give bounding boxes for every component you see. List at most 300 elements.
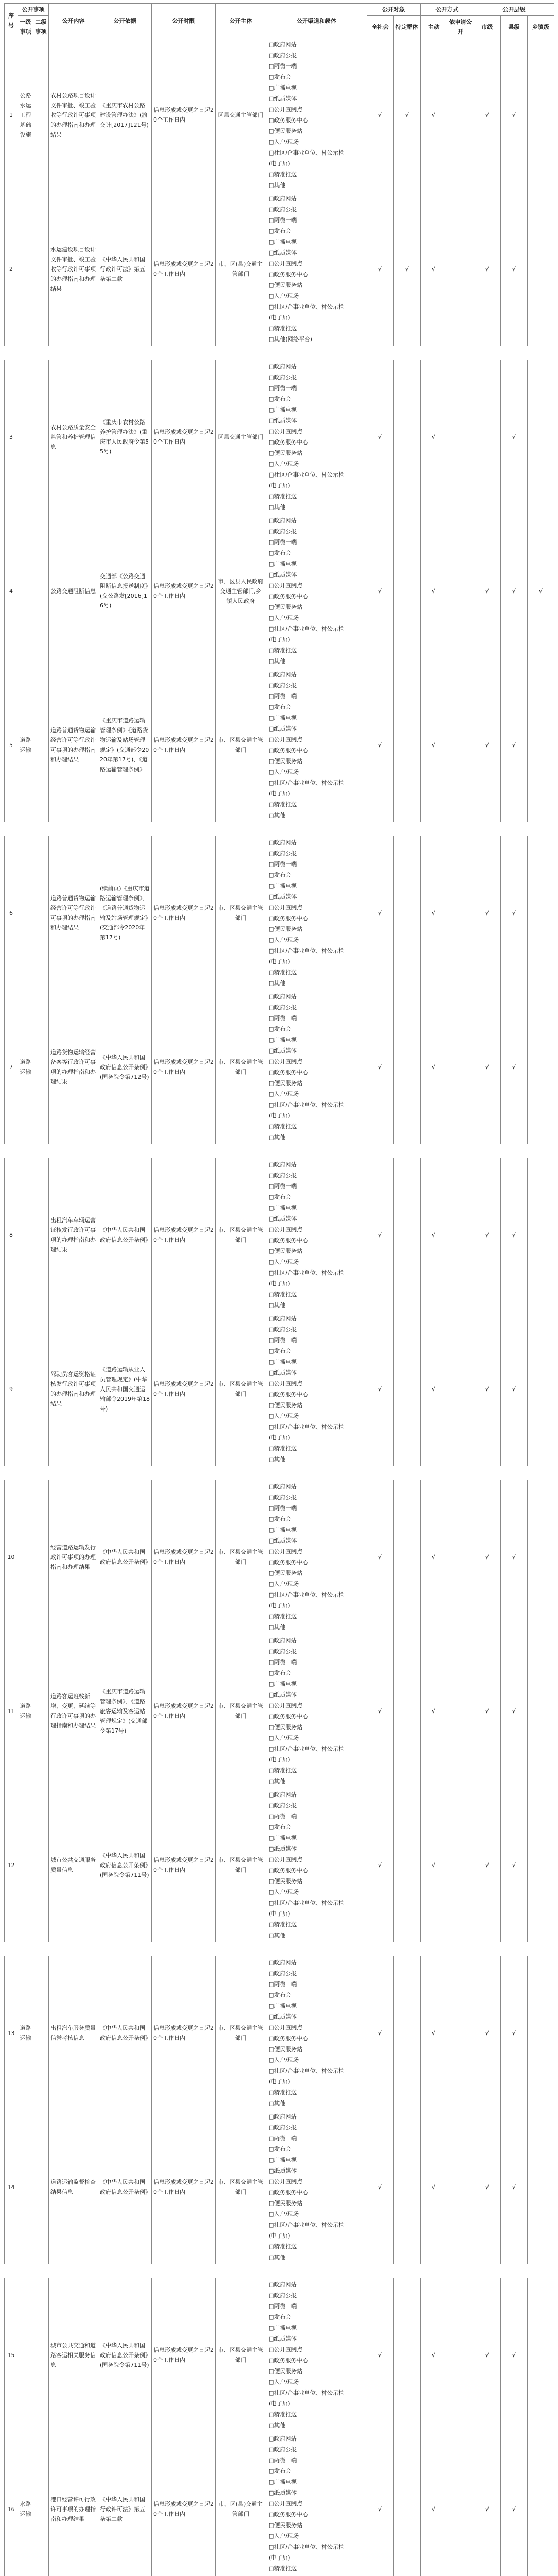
channel-option: □政务服务中心 [269,1067,365,1078]
channel-option: □政务服务中心 [269,115,365,126]
channel-option: □发布会 [269,1822,365,1833]
channel-option: □公开查阅点 [269,258,365,269]
check-all: √ [367,1956,394,2110]
check-apply [447,2432,474,2576]
channel-option: □政府网站 [269,193,365,204]
content-cell: 港口经营许可行政许可事项的办理指南和办理结果 [49,2432,98,2576]
check-county: √ [501,1788,528,1942]
channel-option: □发布会 [269,870,365,880]
channel-option: □公开查阅点 [269,1854,365,1865]
check-special [394,990,421,1144]
check-special [394,360,421,514]
table-row [5,1956,554,2110]
header-obj-all: 全社会 [367,16,394,38]
seq-cell: 10 [5,1480,18,1634]
channel-option: □公开查阅点 [269,2022,365,2033]
channel-option: □其他 [269,1300,365,1311]
check-town [528,2110,554,2264]
check-special [394,2110,421,2264]
check-special: √ [394,192,421,346]
check-special [394,2278,421,2432]
channel-option: □政务服务中心 [269,1235,365,1246]
content-cell: 城市公共交通和道路客运相关服务信息 [49,2278,98,2432]
check-special [394,1312,421,1466]
channel-option: □政府网站 [269,2433,365,2444]
channel-option: □便民服务站 [269,448,365,459]
channel-option: □公开查阅点 [269,2498,365,2509]
channel-option: □其他 [269,1132,365,1143]
seq-cell: 4 [5,514,18,668]
content-cell: 出租汽车服务质量信誉考核信息 [49,1956,98,2110]
channel-option: □纸质媒体 [269,1535,365,1546]
time-cell: 信息形成或变更之日起20个工作日内 [152,1634,216,1788]
channel-option: □发布会 [269,1346,365,1357]
level1-cell: 道路运输 [18,1634,33,1788]
check-all: √ [367,1634,394,1788]
check-special [394,1634,421,1788]
check-apply [447,1158,474,1312]
check-town [528,836,554,990]
channel-cell [266,2432,367,2576]
channel-option: □政府公报 [269,2444,365,2455]
check-town [528,2278,554,2432]
channel-option: □便民服务站 [269,1722,365,1733]
check-special [394,668,421,822]
channel-option: □两微一端 [269,1657,365,1668]
header-method: 公开方式 [421,4,474,16]
subject-cell: 市、区县交通主管部门 [216,1480,266,1634]
seq-cell: 3 [5,360,18,514]
channel-option: □政府网站 [269,991,365,1002]
header-l-county: 县级 [501,16,528,38]
channel-cell [266,1956,367,2110]
table-row [5,1158,554,1312]
channel-option: □政府公报 [269,2290,365,2301]
channel-option: □发布会 [269,2312,365,2323]
check-county: √ [501,2110,528,2264]
channel-option: □两微一端 [269,1013,365,1024]
channel-option: □政府公报 [269,1800,365,1811]
header-l-city: 市级 [474,16,501,38]
channel-option: □政务服务中心 [269,2187,365,2198]
channel-option: □政府公报 [269,1170,365,1181]
channel-option: □政府网站 [269,1159,365,1170]
check-city: √ [474,1158,501,1312]
channel-option: □纸质媒体 [269,1689,365,1700]
channel-option: □便民服务站 [269,924,365,935]
check-all: √ [367,1158,394,1312]
channel-option: □精准推送 [269,1121,365,1132]
channel-option: □政务服务中心 [269,269,365,280]
subject-cell: 市、区县交通主管部门 [216,668,266,822]
channel-option: □社区/企事业单位、村公示栏 [269,2065,365,2076]
channel-option: □社区/企事业单位、村公示栏 [269,1897,365,1908]
header-domain: 公开事项 [18,4,49,16]
channel-option: □广播电视 [269,1679,365,1689]
level2-cell [33,836,49,990]
time-cell: 信息形成或变更之日起20个工作日内 [152,38,216,192]
channel-option: □两微一端 [269,537,365,548]
content-cell: 水运建设项目设计文件审批、竣工验收等行政许可事项的办理指南和办理结果 [49,192,98,346]
channel-option: □入户/现场 [269,767,365,777]
channel-option: □广播电视 [269,880,365,891]
check-town [528,2432,554,2576]
basis-cell: 《道路运输从业人员管理规定》(中华人民共和国交通运输部令2019年第18号) [98,1312,152,1466]
section-gap [5,1466,554,1480]
table-body [5,38,554,2576]
subject-cell: 市、区县交通主管部门 [216,1788,266,1942]
channel-option: □两微一端 [269,691,365,702]
check-special [394,1956,421,2110]
check-county: √ [501,1480,528,1634]
check-active: √ [421,2278,447,2432]
channel-option: □发布会 [269,1192,365,1202]
check-active: √ [421,360,447,514]
check-apply [447,192,474,346]
time-cell: 信息形成或变更之日起20个工作日内 [152,1158,216,1312]
check-county: √ [501,836,528,990]
subject-cell: 市、区县交通主管部门 [216,836,266,990]
channel-option: □其他 [269,1930,365,1941]
channel-cell [266,360,367,514]
check-county: √ [501,38,528,192]
check-city [474,360,501,514]
header-level2: 二级事项 [33,16,49,38]
table-row [5,668,554,822]
channel-option: □便民服务站 [269,1078,365,1089]
channel-option: □政务服务中心 [269,1865,365,1876]
check-town [528,668,554,822]
channel-option: □纸质媒体 [269,415,365,426]
channel-option: □广播电视 [269,1035,365,1045]
level1-cell [18,836,33,990]
disclosure-table [4,3,554,2576]
header-time: 公开时限 [152,4,216,38]
time-cell: 信息形成或变更之日起20个工作日内 [152,990,216,1144]
check-active: √ [421,1480,447,1634]
subject-cell: 市、区县交通主管部门 [216,1634,266,1788]
channel-option: (电子屏) [269,1908,365,1919]
header-subject: 公开主体 [216,4,266,38]
section-gap-cell [5,346,554,360]
section-gap-cell [5,822,554,836]
level1-cell [18,514,33,668]
check-active: √ [421,1158,447,1312]
channel-option: □政府公报 [269,372,365,383]
channel-option: □入户/现场 [269,1579,365,1589]
channel-option: □发布会 [269,1024,365,1035]
document-page [4,3,554,2576]
level2-cell [33,1788,49,1942]
channel-option: □广播电视 [269,2155,365,2165]
channel-option: □入户/现场 [269,2531,365,2541]
check-active: √ [421,1788,447,1942]
channel-option: □政府公报 [269,1002,365,1013]
channel-option: □两微一端 [269,215,365,226]
channel-option: (电子屏) [269,480,365,491]
channel-option: □政府网站 [269,1635,365,1646]
section-gap [5,1942,554,1956]
channel-option: □两微一端 [269,859,365,870]
check-all: √ [367,668,394,822]
content-cell: 出租汽车车辆运营证核发行政许可事项的办理指南和办理结果 [49,1158,98,1312]
channel-option: □两微一端 [269,1811,365,1822]
check-apply [447,38,474,192]
channel-option: □发布会 [269,1990,365,2001]
channel-option: □入户/现场 [269,1887,365,1897]
check-town [528,1158,554,1312]
section-gap-cell [5,1942,554,1956]
level2-cell [33,360,49,514]
check-county: √ [501,1956,528,2110]
channel-option: □精准推送 [269,967,365,978]
header-content: 公开内容 [49,4,98,38]
seq-cell: 7 [5,990,18,1144]
check-county: √ [501,1634,528,1788]
subject-cell: 区县交通主管部门 [216,360,266,514]
content-cell: 公路交通阻断信息 [49,514,98,668]
channel-option: □两微一端 [269,383,365,394]
header-obj-special: 特定群体 [394,16,421,38]
subject-cell: 区县交通主管部门 [216,38,266,192]
channel-option: □精准推送 [269,169,365,180]
subject-cell: 市、区县交通主管部门 [216,990,266,1144]
basis-cell: 《重庆市农村公路养护管理办法》(重庆市人民政府令第55号) [98,360,152,514]
channel-option: □两微一端 [269,1181,365,1192]
check-special [394,836,421,990]
level2-cell [33,1312,49,1466]
channel-option: □广播电视 [269,1833,365,1843]
check-city: √ [474,836,501,990]
channel-option: □政府网站 [269,837,365,848]
level1-cell [18,192,33,346]
check-apply [447,1788,474,1942]
channel-option: □社区/企事业单位、村公示栏 [269,147,365,158]
check-active: √ [421,990,447,1144]
channel-option: □政府网站 [269,2279,365,2290]
check-city: √ [474,514,501,668]
level1-cell: 道路运输 [18,990,33,1144]
check-apply [447,1480,474,1634]
level2-cell [33,1158,49,1312]
channel-option: □精准推送 [269,2087,365,2098]
channel-option: □社区/企事业单位、村公示栏 [269,2541,365,2552]
check-apply [447,514,474,668]
channel-option: □政府公报 [269,204,365,215]
table-row [5,514,554,668]
channel-option: □社区/企事业单位、村公示栏 [269,1099,365,1110]
channel-option: □政府网站 [269,1313,365,1324]
check-town [528,38,554,192]
check-special [394,1788,421,1942]
channel-option: □精准推送 [269,2563,365,2574]
channel-option: □精准推送 [269,799,365,810]
channel-cell [266,1312,367,1466]
level2-cell [33,990,49,1144]
channel-option: □便民服务站 [269,756,365,767]
channel-option: □政府公报 [269,680,365,691]
time-cell: 信息形成或变更之日起20个工作日内 [152,514,216,668]
section-gap [5,2264,554,2278]
channel-option: □纸质媒体 [269,723,365,734]
level1-cell: 公路水运工程基础设施 [18,38,33,192]
channel-option: □精准推送 [269,1289,365,1300]
header-level1: 一级事项 [18,16,33,38]
channel-option: □公开查阅点 [269,2176,365,2187]
header-level: 公开层级 [474,4,554,16]
basis-cell: 《中华人民共和国政府信息公开条例》 [98,1956,152,2110]
check-city: √ [474,192,501,346]
check-apply [447,1956,474,2110]
channel-option: □精准推送 [269,1765,365,1776]
table-row [5,2278,554,2432]
check-city: √ [474,1634,501,1788]
channel-option: □公开查阅点 [269,426,365,437]
channel-option: □公开查阅点 [269,1378,365,1389]
channel-option: □两微一端 [269,2133,365,2144]
check-town [528,1480,554,1634]
time-cell: 信息形成或变更之日起20个工作日内 [152,1312,216,1466]
channel-cell [266,1480,367,1634]
basis-cell: 《中华人民共和国行政许可法》第五条第二款 [98,2432,152,2576]
check-county: √ [501,990,528,1144]
channel-option: □政府公报 [269,1968,365,1979]
channel-cell [266,990,367,1144]
check-town [528,1634,554,1788]
channel-option: (电子屏) [269,956,365,967]
channel-cell [266,192,367,346]
channel-option: □广播电视 [269,1202,365,1213]
channel-option: □政府网站 [269,1957,365,1968]
channel-option: □便民服务站 [269,280,365,291]
channel-option: □纸质媒体 [269,569,365,580]
channel-option: □精准推送 [269,323,365,334]
channel-option: (电子屏) [269,158,365,169]
check-all: √ [367,836,394,990]
check-all: √ [367,1788,394,1942]
channel-option: (电子屏) [269,2230,365,2241]
channel-option: □纸质媒体 [269,247,365,258]
channel-option: □发布会 [269,2144,365,2155]
channel-option: □入户/现场 [269,1411,365,1421]
channel-option [269,2574,365,2576]
channel-cell [266,2278,367,2432]
time-cell: 信息形成或变更之日起20个工作日内 [152,668,216,822]
channel-option: □广播电视 [269,82,365,93]
seq-cell: 5 [5,668,18,822]
channel-option: □政府网站 [269,39,365,50]
seq-cell: 12 [5,1788,18,1942]
channel-option: □其他 [269,2098,365,2109]
content-cell: 农村公路质量安全监管和养护管理信息 [49,360,98,514]
channel-option: □政府网站 [269,669,365,680]
check-all: √ [367,1480,394,1634]
table-row [5,2110,554,2264]
subject-cell: 市、区(县)交通主管部门 [216,2432,266,2576]
channel-option: □政务服务中心 [269,913,365,924]
check-active: √ [421,2432,447,2576]
channel-option: □纸质媒体 [269,891,365,902]
check-all: √ [367,38,394,192]
channel-option: □社区/企事业单位、村公示栏 [269,301,365,312]
check-apply [447,2110,474,2264]
basis-cell: 《中华人民共和国政府信息公开条例》(国务院令第711号) [98,2278,152,2432]
channel-option: □精准推送 [269,2409,365,2420]
check-county: √ [501,1312,528,1466]
channel-option: □其他 [269,2420,365,2431]
table-row [5,836,554,990]
channel-option: □精准推送 [269,1919,365,1930]
check-county: √ [501,668,528,822]
level1-cell: 道路运输 [18,668,33,822]
basis-cell: 《中华人民共和国行政许可法》第五条第二款 [98,192,152,346]
channel-cell [266,836,367,990]
check-apply [447,1312,474,1466]
level1-cell [18,1312,33,1466]
channel-option: □广播电视 [269,2477,365,2487]
table-row [5,990,554,1144]
table-row [5,360,554,514]
table-row [5,1480,554,1634]
section-gap [5,346,554,360]
check-active: √ [421,2110,447,2264]
channel-option: □发布会 [269,1514,365,1524]
channel-cell [266,1158,367,1312]
channel-option: □公开查阅点 [269,580,365,591]
seq-cell: 1 [5,38,18,192]
channel-option: □纸质媒体 [269,2487,365,2498]
header-basis: 公开依据 [98,4,152,38]
channel-option: □其他 [269,180,365,191]
check-town [528,192,554,346]
level2-cell [33,38,49,192]
check-apply [447,2278,474,2432]
channel-option: □入户/现场 [269,1257,365,1267]
content-cell: 道路货物运输经营备案等行政许可事项的办理指南和办理结果 [49,990,98,1144]
level2-cell [33,1480,49,1634]
channel-option: □其他 [269,502,365,513]
header-m-apply: 依申请公开 [447,16,474,38]
channel-option: (电子屏) [269,2552,365,2563]
channel-option: □社区/企事业单位、村公示栏 [269,623,365,634]
check-apply [447,1634,474,1788]
channel-option: □其他 [269,2252,365,2263]
channel-option: (电子屏) [269,2076,365,2087]
channel-option: □纸质媒体 [269,2165,365,2176]
level2-cell [33,2432,49,2576]
channel-option: □其他 [269,1622,365,1633]
channel-option: □便民服务站 [269,1876,365,1887]
channel-option: □广播电视 [269,1524,365,1535]
check-city: √ [474,2110,501,2264]
channel-option: □便民服务站 [269,126,365,137]
channel-option: □入户/现场 [269,1733,365,1743]
subject-cell: 市、区县人民政府交通主管部门,乡镇人民政府 [216,514,266,668]
channel-option: (电子屏) [269,312,365,323]
time-cell: 信息形成或变更之日起20个工作日内 [152,2432,216,2576]
level2-cell [33,514,49,668]
channel-option: □政府公报 [269,848,365,859]
channel-option: □政务服务中心 [269,2033,365,2044]
content-cell: 道路运输监督检查结果信息 [49,2110,98,2264]
channel-option: □政务服务中心 [269,1711,365,1722]
check-city: √ [474,1312,501,1466]
check-all: √ [367,990,394,1144]
channel-option: □其他 [269,978,365,989]
channel-option: □公开查阅点 [269,104,365,115]
channel-option: □政府公报 [269,50,365,61]
check-town [528,1956,554,2110]
